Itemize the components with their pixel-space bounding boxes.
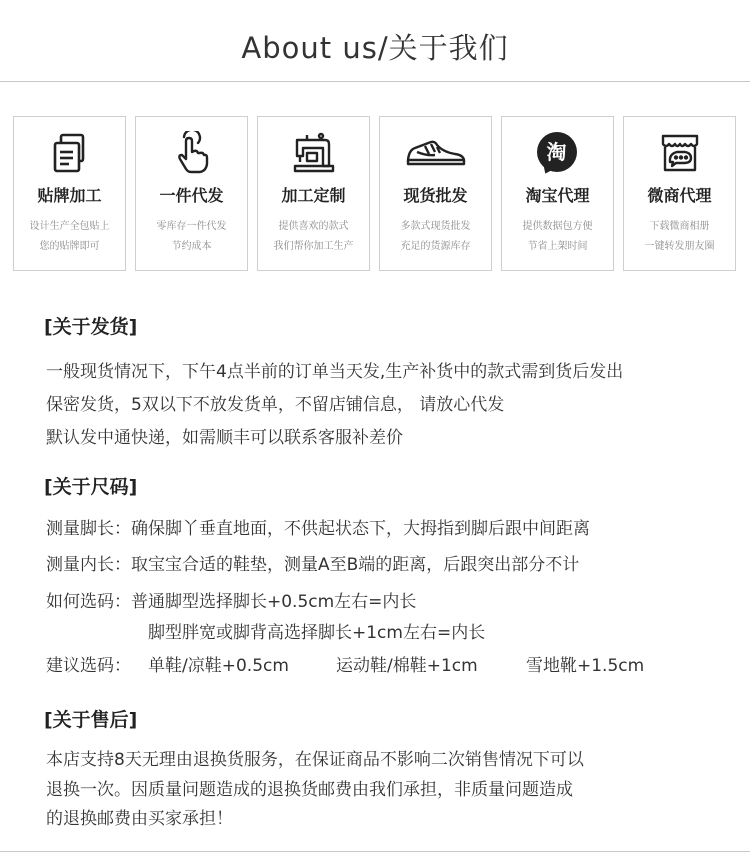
service-desc	[260, 217, 367, 257]
aftersale-line: 的退换邮费由买家承担！	[46, 809, 233, 829]
hand-pointer-icon	[136, 131, 247, 175]
service-desc-line: 节约成本	[171, 241, 212, 252]
sizing-value: 取宝宝合适的鞋垫，测量A至B端的距离，后跟突出部分不计	[131, 555, 580, 575]
service-desc	[16, 217, 123, 257]
aftersale-line: 本店支持8天无理由退换货服务，在保证商品不影响二次销售情况下可以	[46, 750, 584, 770]
service-desc-line: 充足的货源库存	[400, 241, 471, 252]
service-title: 现货批发	[403, 186, 468, 205]
shipping-line: 保密发货，5双以下不放发货单，不留店铺信息， 请放心代发	[46, 395, 505, 415]
service-desc-line: 设计生产全包贴上	[29, 221, 110, 232]
shipping-line: 默认发中通快递，如需顺丰可以联系客服补差价	[46, 428, 403, 448]
recommend-item: 运动鞋/棉鞋+1cm	[336, 656, 478, 676]
wechat-store-icon	[624, 131, 735, 175]
sizing-heading: [关于尺码]	[44, 476, 138, 498]
document-icon	[14, 131, 125, 175]
aftersale-line: 退换一次。因质量问题造成的退换货邮费由我们承担，非质量问题造成	[46, 780, 573, 800]
service-card-dropship	[135, 116, 248, 271]
service-card-oem	[13, 116, 126, 271]
service-card-taobao	[501, 116, 614, 271]
service-desc	[382, 217, 489, 257]
sizing-label: 建议选码：	[46, 656, 131, 676]
sizing-label: 如何选码：	[46, 592, 131, 612]
header-divider	[0, 81, 750, 82]
aftersale-heading: [关于售后]	[44, 709, 138, 731]
service-card-custom	[257, 116, 370, 271]
service-desc-line: 您的贴牌即可	[39, 241, 100, 252]
sneaker-icon	[380, 131, 491, 175]
page-title: About us/关于我们	[241, 31, 509, 65]
service-desc-line: 零库存一件代发	[156, 221, 227, 232]
service-card-wholesale	[379, 116, 492, 271]
service-desc-line: 提供数据包方便	[522, 221, 593, 232]
sewing-machine-icon	[258, 131, 369, 175]
service-title: 微商代理	[647, 186, 712, 205]
service-desc-line: 多款式现货批发	[400, 221, 471, 232]
taobao-icon	[502, 131, 613, 175]
service-desc-line: 提供喜欢的款式	[278, 221, 349, 232]
recommend-item: 单鞋/凉鞋+0.5cm	[148, 656, 289, 676]
service-title: 一件代发	[159, 186, 224, 205]
shipping-line: 一般现货情况下，下午4点半前的订单当天发,生产补货中的款式需到货后发出	[46, 362, 624, 382]
sizing-indent-line: 脚型胖宽或脚背高选择脚长+1cm左右=内长	[148, 623, 486, 643]
service-title: 贴牌加工	[37, 186, 102, 205]
taobao-badge: 淘	[537, 132, 577, 172]
shipping-heading: [关于发货]	[44, 316, 138, 338]
sizing-label: 测量内长：	[46, 555, 131, 575]
service-desc	[626, 217, 733, 257]
service-desc	[504, 217, 611, 257]
sizing-row	[46, 550, 579, 575]
service-desc-line: 节省上架时间	[527, 241, 588, 252]
service-desc-line: 一键转发朋友圈	[644, 241, 715, 252]
service-title: 淘宝代理	[525, 186, 590, 205]
service-desc-line: 下载微商相册	[649, 221, 710, 232]
footer-divider	[0, 851, 750, 852]
sizing-value: 确保脚丫垂直地面，不供起状态下，大拇指到脚后跟中间距离	[131, 519, 590, 539]
sizing-row	[46, 587, 416, 612]
sizing-value: 普通脚型选择脚长+0.5cm左右=内长	[131, 592, 417, 612]
recommend-item: 雪地靴+1.5cm	[526, 656, 645, 676]
service-desc	[138, 217, 245, 257]
sizing-label: 测量脚长：	[46, 519, 131, 539]
sizing-recommend-row	[46, 651, 706, 675]
service-title: 加工定制	[281, 186, 346, 205]
service-desc-line: 我们帮你加工生产	[273, 241, 354, 252]
service-card-wechat	[623, 116, 736, 271]
sizing-row	[46, 514, 590, 539]
